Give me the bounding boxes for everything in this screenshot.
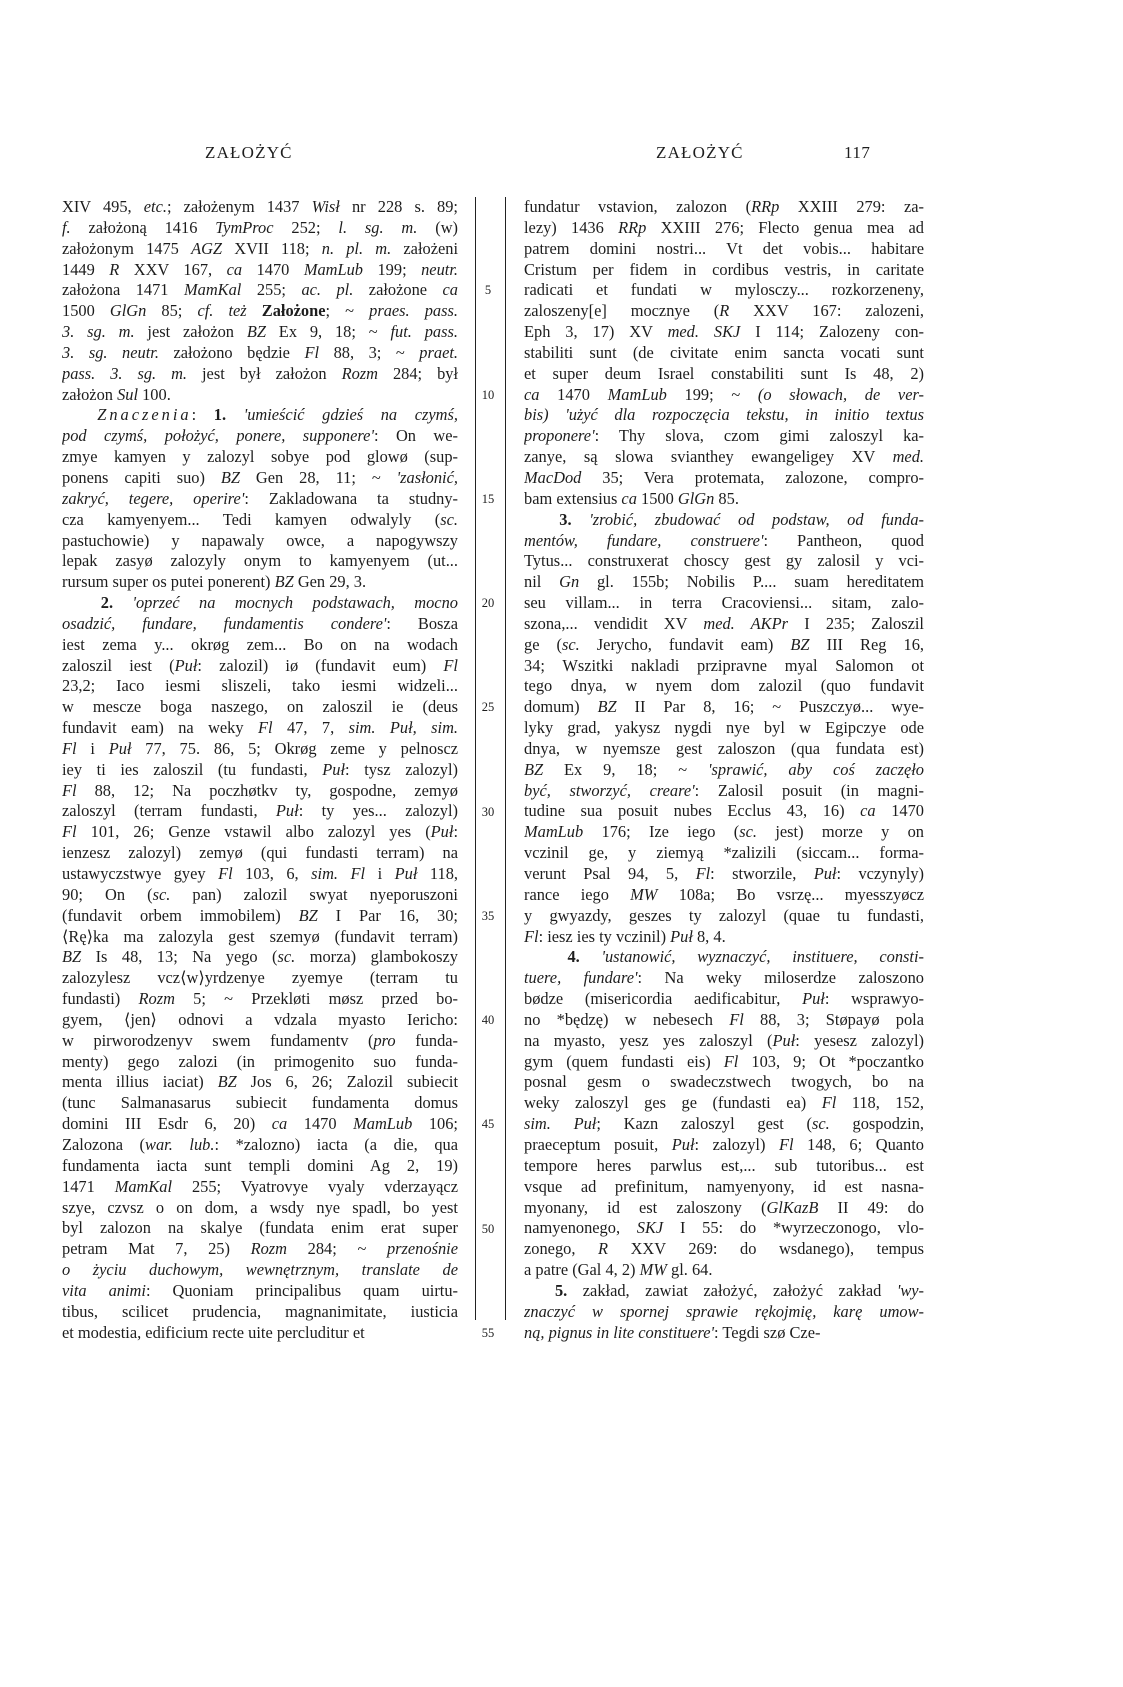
- text-line: myonany, id est zaloszony (GlKazB II 49: do: [524, 1197, 924, 1217]
- line-number: 35: [481, 908, 495, 923]
- text-line: 23,2; Iaco iesmi sliszeli, tako iesmi widzeli...: [62, 676, 458, 696]
- text-line: Eph 3, 17) XV med. SKJ I 114; Zalozeny con-: [524, 322, 924, 342]
- line-number: 55: [481, 1325, 495, 1340]
- text-line: na myasto, yesz yes zaloszyl (Puł: yesesz zalozyl): [524, 1030, 924, 1050]
- text-line: BZ Ex 9, 18; ~ 'sprawić, aby coś zaczęło: [524, 759, 924, 779]
- text-line: domum) BZ II Par 8, 16; ~ Puszczyø... wye-: [524, 697, 924, 717]
- text-line: vsque ad prefinitum, namyenyony, id est nasna-: [524, 1176, 924, 1196]
- text-line: Fl 101, 26; Genze vstawil albo zalozyl yes (Puł:: [62, 822, 458, 842]
- text-line: nil Gn gl. 155b; Nobilis P.... suam hereditatem: [524, 572, 924, 592]
- text-line: 90; On (sc. pan) zalozil swyat nyeporuszoni: [62, 884, 458, 904]
- text-line: menty) gego zalozi (in primogenito suo funda-: [62, 1051, 458, 1071]
- text-line: szye, czvsz o on dom, a wsdy nye spadl, bo yest: [62, 1197, 458, 1217]
- text-line: zonego, R XXV 269: do wsdanego), tempus: [524, 1239, 924, 1259]
- text-line: menta illius iaciat) BZ Jos 6, 26; Zalozil subiecit: [62, 1072, 458, 1092]
- text-line: domini III Esdr 6, 20) ca 1470 MamLub 106;: [62, 1114, 458, 1134]
- text-line: ⟨Rę⟩ka ma zalozyla gest szemyø (fundavit terram): [62, 926, 458, 946]
- text-line: tuere, fundare': Na weky miloserdze zaloszono: [524, 968, 924, 988]
- text-line: tibus, scilicet prudencia, magnanimitate, iusticia: [62, 1301, 458, 1321]
- text-line: szona,... vendidit XV med. AKPr I 235; Zaloszil: [524, 613, 924, 633]
- line-number: 5: [484, 283, 492, 298]
- text-line: y gwyazdy, geszes ty zalozyl (quae tu fundasti,: [524, 905, 924, 925]
- line-number: 30: [481, 804, 495, 819]
- text-line: 4. 'ustanowić, wyznaczyć, instituere, consti-: [567, 947, 924, 967]
- text-line: weky zaloszyl ges ge (fundasti ea) Fl 118, 152,: [524, 1093, 924, 1113]
- text-line: bis) 'użyć dla rozpoczęcia tekstu, in initio textus: [524, 405, 924, 425]
- text-line: 34; Wszitki nakladi przipravne myal Salomon ot: [524, 655, 924, 675]
- text-line: założon Sul 100.: [62, 384, 171, 404]
- text-line: f. założoną 1416 TymProc 252; l. sg. m. (w): [62, 217, 458, 237]
- text-line: ustawyczstwye gyey Fl 103, 6, sim. Fl i Puł 118,: [62, 864, 458, 883]
- text-line: cza kamyenyem... Tedi kamyen odwalyly (sc.: [62, 509, 458, 529]
- text-line: mentów, fundare, construere': Pantheon, quod: [524, 530, 924, 550]
- line-number: 25: [481, 700, 495, 715]
- text-line: seu villam... in terra Cracoviensi... sitam, zalo-: [524, 593, 924, 613]
- text-line: zaloszil iest (Puł: zalozil) iø (fundavit eum) Fl: [62, 655, 458, 675]
- text-line: być, stworzyć, creare': Zalosil posuit (in magni-: [524, 780, 924, 800]
- text-line: bam extensius ca 1500 GlGn 85.: [524, 488, 739, 508]
- text-line: pastuchowie) y napawaly owce, a napogywszy: [62, 530, 458, 550]
- line-number: 15: [481, 491, 495, 506]
- text-line: XIV 495, etc.; założenym 1437 Wisł nr 228 s. 89;: [62, 197, 458, 216]
- text-line: w mescze boga naszego, on zaloszil ie (deus: [62, 697, 458, 717]
- line-number: 45: [481, 1117, 495, 1132]
- left-running-head: ZAŁOŻYĆ: [205, 143, 293, 162]
- text-line: Cristum per fidem in cordibus vestris, in caritate: [524, 259, 924, 279]
- text-line: ge (sc. Jerycho, fundavit eam) BZ III Reg 16,: [524, 634, 924, 654]
- text-line: (tunc Salmanasarus subiecit fundamenta domus: [62, 1093, 458, 1113]
- text-line: stabiliti sunt (de civitate enim sancta vocati sunt: [524, 342, 924, 362]
- text-line: ca 1470 MamLub 199; ~ (o słowach, de ver-: [524, 384, 924, 404]
- text-line: fundatur vstavion, zalozon (RRp XXIII 279: za-: [524, 197, 924, 216]
- text-line: sim. Puł; Kazn zaloszyl gest (sc. gospodzin,: [524, 1114, 924, 1134]
- text-line: 1500 GlGn 85; cf. też Założone; ~ praes. pass.: [62, 301, 458, 321]
- text-line: gym (quem fundasti eis) Fl 103, 9; Ot *poczantko: [524, 1051, 924, 1071]
- text-line: posnal gesm o swadeczstwech twogych, bo na: [524, 1072, 924, 1092]
- text-line: Znaczenia: 1. 'umieścić gdzieś na czymś,: [97, 405, 458, 425]
- text-line: iey ti ies zaloszil (tu fundasti, Puł: tysz zalozyl): [62, 759, 458, 779]
- text-line: verunt Psal 94, 5, Fl: stworzile, Puł: vczynyly): [524, 864, 924, 883]
- left-column: [62, 197, 458, 1343]
- text-line: zanye, są slowa svianthey ewangeligey XV med.: [524, 447, 924, 467]
- text-line: ponens capiti suo) BZ Gen 28, 11; ~ 'zasłonić,: [62, 467, 458, 487]
- text-line: Fl i Puł 77, 75. 86, 5; Okrøg zeme y pelnoscz: [62, 738, 458, 758]
- text-line: MacDod 35; Vera protemata, zalozone, compro-: [524, 467, 924, 487]
- text-line: (fundavit orbem immobilem) BZ I Par 16, 30;: [62, 905, 458, 925]
- text-line: iest zema y... okrøg zem... Bo on na wodach: [62, 634, 458, 654]
- text-line: et modestia, edificium recte uite percluditur et: [62, 1322, 365, 1342]
- text-line: gyem, ⟨jen⟩ odnovi a vdzala myasto Iericho:: [62, 1009, 458, 1029]
- text-line: lezy) 1436 RRp XXIII 276; Flecto genua mea ad: [524, 217, 924, 237]
- text-line: vczinil ge, y ziemyą *zalizili (siccam... forma-: [524, 843, 924, 863]
- text-line: 3. sg. neutr. założono będzie Fl 88, 3; ~ praet.: [62, 342, 458, 362]
- text-line: BZ Is 48, 13; Na yego (sc. morza) glambokoszy: [62, 947, 458, 967]
- text-line: zaloszyl (terram fundasti, Puł: ty yes... zalozyl): [62, 801, 458, 821]
- text-line: zalozylesz vcz⟨w⟩yrdzenye zyemye (terram tu: [62, 968, 458, 988]
- text-line: tempore heres parwlus est,... sub tutoribus... est: [524, 1155, 924, 1175]
- line-number: 10: [481, 387, 495, 402]
- column-rule-left: [475, 197, 476, 1320]
- text-line: założonym 1475 AGZ XVII 118; n. pl. m. założeni: [62, 238, 458, 258]
- text-line: tego dnya, w nyem dom zalozil (quo fundavit: [524, 676, 924, 696]
- text-line: praeceptum posuit, Puł: zalozyl) Fl 148, 6; Quanto: [524, 1134, 924, 1154]
- text-line: osadzić, fundare, fundamentis condere': Bosza: [62, 613, 458, 633]
- text-line: tudine sua posuit nubes Ecclus 43, 16) ca 1470: [524, 801, 924, 821]
- text-line: fundavit eam) na weky Fl 47, 7, sim. Puł, sim.: [62, 718, 458, 738]
- text-line: petram Mat 7, 25) Rozm 284; ~ przenośnie: [62, 1239, 458, 1259]
- column-rule-right: [505, 197, 506, 1320]
- text-line: no *będzę) w nebesech Fl 88, 3; Støpayø pola: [524, 1009, 924, 1029]
- text-line: namyenonego, SKJ I 55: do *wyrzeczonogo, vlo-: [524, 1218, 924, 1238]
- text-line: lepak zasyø zalozyly onym to kamyenyem (ut...: [62, 551, 458, 571]
- text-line: 1471 MamKal 255; Vyatrovye vyaly vderzayącz: [62, 1176, 458, 1196]
- text-line: 2. 'oprzeć na mocnych podstawach, mocno: [100, 593, 458, 613]
- text-line: Fl 88, 12; Na poczhøtkv ty, gospodne, zemyø: [62, 780, 458, 800]
- right-column: [524, 197, 924, 1343]
- page-number: 117: [844, 143, 871, 162]
- text-line: proponere': Thy slova, czom gimi zaloszyl ka-: [524, 426, 924, 446]
- text-line: 3. 'zrobić, zbudować od podstaw, od funda-: [559, 509, 924, 529]
- text-line: a patre (Gal 4, 2) MW gl. 64.: [524, 1260, 713, 1280]
- text-line: rance iego MW 108a; Bo vsrzę... myesszyøcz: [524, 884, 924, 904]
- text-line: zaloszeny[e] mocznye (R XXV 167: zalozeni,: [524, 301, 924, 321]
- text-line: fundamenta iacta sunt templi domini Ag 2, 19): [62, 1155, 458, 1175]
- text-line: Zalozona (war. lub.: *zalozno) iacta (a die, qua: [62, 1134, 458, 1154]
- text-line: pod czymś, położyć, ponere, supponere': On we-: [62, 426, 458, 446]
- text-line: pass. 3. sg. m. jest był założon Rozm 284; był: [62, 363, 458, 383]
- text-line: byl zalozon na skalye (fundata enim erat super: [62, 1218, 458, 1238]
- text-line: lyky grad, yakysz nygdi nye byl w Egipczye ode: [524, 718, 924, 738]
- text-line: Fl: iesz ies ty vczinil) Puł 8, 4.: [524, 926, 726, 946]
- text-line: Tytus... construxerat choscy gest gy zalosil y vci-: [524, 551, 924, 571]
- text-line: znaczyć w spornej sprawie rękojmię, karę umow-: [524, 1301, 924, 1321]
- text-line: rursum super os putei ponerent) BZ Gen 29, 3.: [62, 572, 367, 592]
- text-line: 1449 R XXV 167, ca 1470 MamLub 199; neutr.: [62, 259, 458, 279]
- text-line: założona 1471 MamKal 255; ac. pl. założone ca: [62, 280, 458, 300]
- text-line: patrem domini nostri... Vt det vobis... habitare: [524, 238, 924, 258]
- text-line: zmye kamyen y zalozyl sobye pod glowø (sup-: [62, 447, 458, 467]
- text-line: bødze (misericordia aedificabitur, Puł: wsprawyo-: [524, 989, 924, 1009]
- text-line: 5. zakład, zawiat założyć, założyć zakład 'wy-: [554, 1280, 924, 1300]
- text-line: fundasti) Rozm 5; ~ Przekløti møsz przed bo-: [62, 989, 458, 1009]
- text-line: ienzesz zalozyl) zemyø (qui fundasti terram) na: [62, 843, 458, 863]
- text-line: ną, pignus in lite constituere': Tegdi szø Cze-: [524, 1322, 821, 1342]
- line-number: 20: [481, 596, 495, 611]
- text-line: zakryć, tegere, operire': Zakladowana ta studny-: [62, 488, 458, 508]
- text-line: radicati et fundati w mylosczy... rozkorzeneny,: [524, 280, 924, 300]
- text-line: dnya, w nyemsze gest zaloszon (qua fundata est): [524, 738, 924, 758]
- text-line: MamLub 176; Ize iego (sc. jest) morze y on: [524, 822, 924, 842]
- right-running-head: ZAŁOŻYĆ: [656, 143, 744, 162]
- text-line: w pirworodzenyv swem fundamentv (pro funda-: [62, 1030, 458, 1050]
- text-line: 3. sg. m. jest założon BZ Ex 9, 18; ~ fut. pass.: [62, 322, 458, 342]
- line-number: 50: [481, 1221, 495, 1236]
- line-number: 40: [481, 1013, 495, 1028]
- text-line: vita animi: Quoniam principalibus quam uirtu-: [62, 1280, 458, 1300]
- text-line: et super deum Israel constabiliti sunt Is 48, 2): [524, 363, 924, 383]
- text-line: o życiu duchowym, wewnętrznym, translate de: [62, 1260, 458, 1280]
